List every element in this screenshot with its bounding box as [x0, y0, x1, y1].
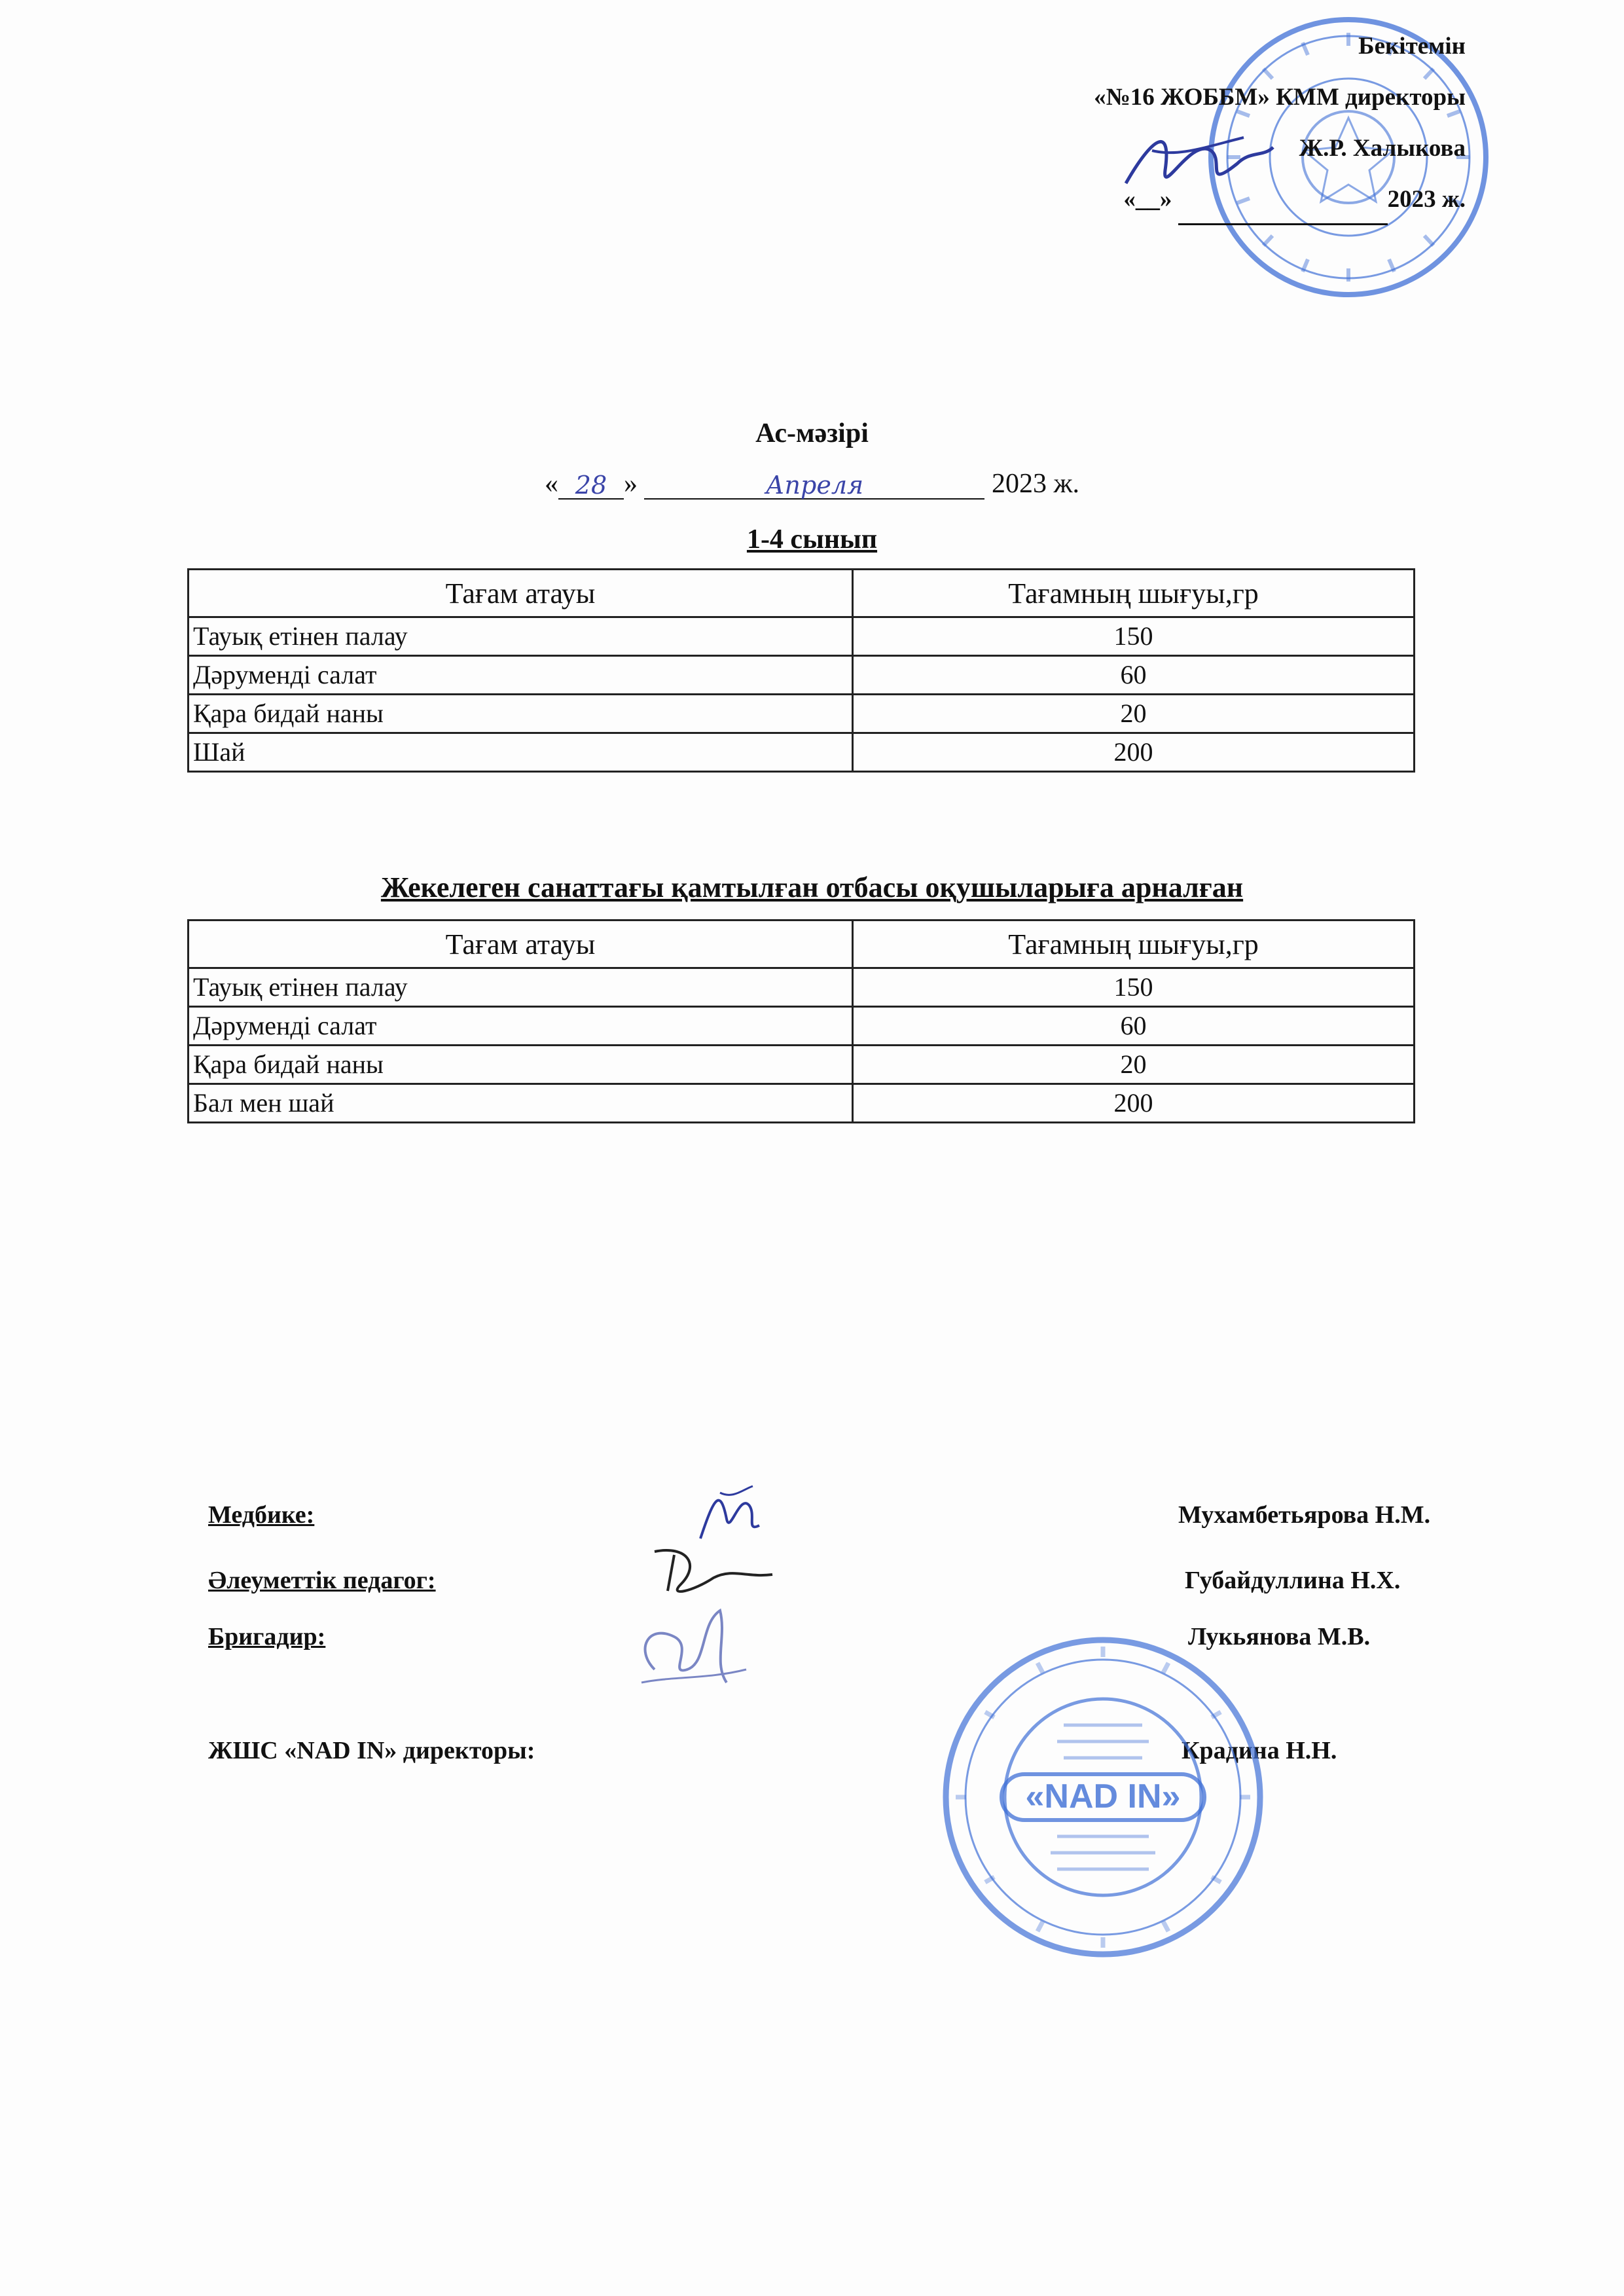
signature-role-director-nad-in: ЖШС «NAD IN» директоры:	[208, 1737, 535, 1764]
signature-name-director-nad-in: Крадина Н.Н.	[1182, 1737, 1337, 1764]
class-label: 1-4 сынып	[746, 524, 878, 555]
approval-date-year: 2023 ж.	[1387, 186, 1466, 213]
dish-yield: 60	[853, 1007, 1415, 1046]
dish-yield: 150	[853, 617, 1415, 656]
signature-name-brigadier: Лукьянова М.В.	[1188, 1623, 1371, 1650]
signature-role-brigadier: Бригадир:	[208, 1623, 326, 1650]
table-row	[189, 968, 1415, 1007]
column-header-dish: Тағам атауы	[189, 570, 853, 617]
table-row	[189, 1084, 1415, 1123]
table-header-row	[189, 570, 1415, 617]
approval-line-approve: Бекітемін	[1358, 33, 1466, 60]
menu-title: Ас-мәзірі	[755, 418, 869, 448]
signature-name-nurse: Мухамбетьярова Н.М.	[1178, 1501, 1431, 1529]
date-month-handwritten: Апреля	[765, 471, 864, 500]
table-row	[189, 1007, 1415, 1046]
table-row	[189, 656, 1415, 695]
official-seal-nad-in	[933, 1627, 1273, 1967]
dish-name: Дәрумендi салат	[189, 656, 853, 695]
signature-role-nurse: Медбике:	[208, 1501, 315, 1529]
dish-name: Қара бидай наны	[189, 1046, 853, 1084]
dish-name: Шай	[189, 733, 853, 772]
section-title-social-category: Жекелеген санаттағы қамтылған отбасы оқушыларыға арналған	[380, 871, 1244, 903]
table-row	[189, 695, 1415, 733]
date-year: 2023 ж.	[991, 469, 1080, 499]
column-header-dish: Тағам атауы	[189, 920, 853, 968]
dish-name: Тауық етінен палау	[189, 617, 853, 656]
dish-yield: 20	[853, 695, 1415, 733]
dish-name: Тауық етінен палау	[189, 968, 853, 1007]
dish-name: Қара бидай наны	[189, 695, 853, 733]
dish-yield: 150	[853, 968, 1415, 1007]
dish-yield: 200	[853, 733, 1415, 772]
dish-yield: 60	[853, 656, 1415, 695]
seal-center-text: «NAD IN»	[1025, 1777, 1181, 1815]
table-row	[189, 617, 1415, 656]
social-teacher-signature	[648, 1539, 779, 1604]
date-day-handwritten: 28	[575, 471, 607, 500]
table-row	[189, 1046, 1415, 1084]
menu-table-grades-1-4	[187, 568, 1415, 773]
signature-name-social-teacher: Губайдуллина Н.Х.	[1185, 1567, 1401, 1594]
director-signature	[1113, 111, 1283, 210]
table-header-row	[189, 920, 1415, 968]
dish-name: Дәрумендi салат	[189, 1007, 853, 1046]
approval-date-prefix: «__»	[1123, 186, 1178, 213]
dish-yield: 20	[853, 1046, 1415, 1084]
menu-table-social-category	[187, 919, 1415, 1123]
column-header-yield: Тағамның шығуы,гр	[853, 920, 1415, 968]
brigadier-signature	[628, 1597, 759, 1696]
column-header-yield: Тағамның шығуы,гр	[853, 570, 1415, 617]
dish-name: Бал мен шай	[189, 1084, 853, 1123]
menu-date: « 28 » Апреля 2023 ж.	[544, 469, 1080, 500]
dish-yield: 200	[853, 1084, 1415, 1123]
table-row	[189, 733, 1415, 772]
approval-line-org: «№16 ЖОББМ» КММ директоры	[1094, 84, 1466, 111]
signature-role-social-teacher: Әлеуметтік педагог:	[208, 1567, 436, 1594]
approval-line-director: Ж.Р. Халыкова	[1299, 135, 1466, 162]
